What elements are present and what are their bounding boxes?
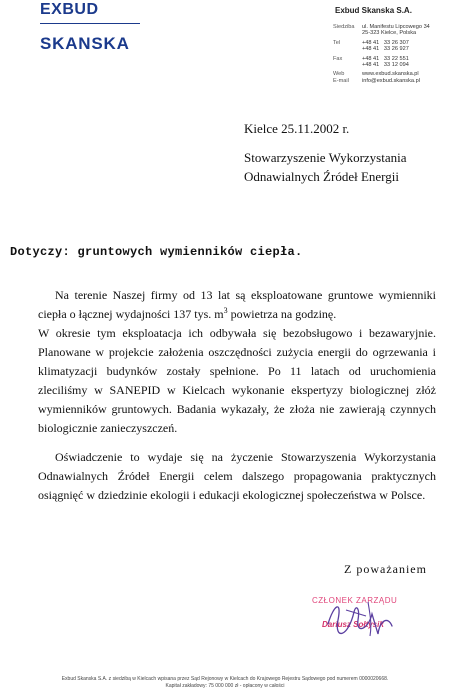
body-paragraph: Oświadczenie to wydaje się na życzenie Stowarzyszenia Wykorzystania Odnawialnych Źródeł Energii celem dalszego propagowania praktycznych osiągnięć w dziedzinie ekologii i edukacji ekologicznej społeczeństwa w Polsce. (38, 450, 436, 502)
contact-value: +48 41 33 22 551 (362, 55, 409, 62)
contact-label: Web (333, 71, 345, 78)
stamp-role: CZŁONEK ZARZĄDU (312, 596, 398, 605)
superscript: 3 (223, 306, 228, 315)
footer-line: Kapitał zakładowy: 75 000 000 zł - opłacony w całości (165, 682, 285, 689)
contact-label (333, 62, 362, 68)
contact-block (333, 24, 430, 84)
contact-label: Fax (333, 55, 343, 62)
recipient-address (244, 148, 407, 186)
contact-value: 25-323 Kielce, Polska (362, 30, 417, 37)
contact-row (333, 78, 430, 84)
paragraph-text: powietrza na godzinę. (227, 307, 337, 321)
signature-stamp (308, 590, 438, 650)
contact-value: info@exbud.skanska.pl (362, 77, 420, 84)
stamp-name: Dariusz Sołtysik (322, 620, 384, 629)
contact-label: Tel (333, 39, 341, 46)
contact-row (333, 30, 430, 36)
logo-line1: EXBUD (40, 1, 99, 18)
letter-date: Kielce 25.11.2002 r. (244, 121, 350, 136)
company-logo (40, 2, 140, 52)
contact-label: Siedziba (333, 24, 355, 30)
letter-subject: Dotyczy: gruntowych wymienników ciepła. (10, 245, 303, 259)
contact-label (333, 30, 362, 36)
contact-label: E-mail (333, 77, 349, 84)
logo-divider (40, 23, 140, 24)
body-paragraph: W okresie tym eksploatacja ich odbywała się bezobsługowo i bezawaryjnie. Planowane w projekcie założenia oszczędności zużycia energii do ogrzewania i klimatyzacji budynków zostały spełnione. Po 11 latach od uruchomienia zleciliśmy w SANEPID w Kielcach wykonanie ekspertyzy biologicznej złóż wymienników gruntowych. Badania wykazały, że złoża nie zawierają czynnych biologicznie zanieczyszczeń. (38, 326, 436, 435)
company-name: Exbud Skanska S.A. (335, 6, 412, 15)
footer-line: Exbud Skanska S.A. z siedzibą w Kielcach wpisana przez Sąd Rejonowy w Kielcach do Krajowego Rejestru Sądowego pod numerem 0000020668. (61, 676, 389, 682)
contact-value: +48 41 33 26 307 (362, 39, 409, 46)
recipient-line: Odnawialnych Źródeł Energii (244, 169, 399, 184)
contact-value: www.exbud.skanska.pl (362, 71, 419, 78)
contact-value: +48 41 33 12 094 (362, 62, 409, 69)
paragraph-text: Na terenie Naszej firmy od 13 lat są eksploatowane gruntowe wymienniki ciepła o łącznej wydajności 137 tys. m (38, 288, 436, 321)
letter-body (38, 286, 436, 515)
contact-label (333, 46, 362, 52)
contact-value: ul. Manifestu Lipcowego 34 (362, 24, 430, 30)
footer (0, 676, 450, 689)
handwritten-signature (308, 590, 438, 650)
logo-line2: SKANSKA (40, 34, 130, 53)
recipient-line: Stowarzyszenie Wykorzystania (244, 150, 407, 165)
closing-salutation: Z poważaniem (344, 562, 427, 576)
body-paragraph (38, 286, 436, 324)
contact-value: +48 41 33 26 927 (362, 46, 409, 53)
